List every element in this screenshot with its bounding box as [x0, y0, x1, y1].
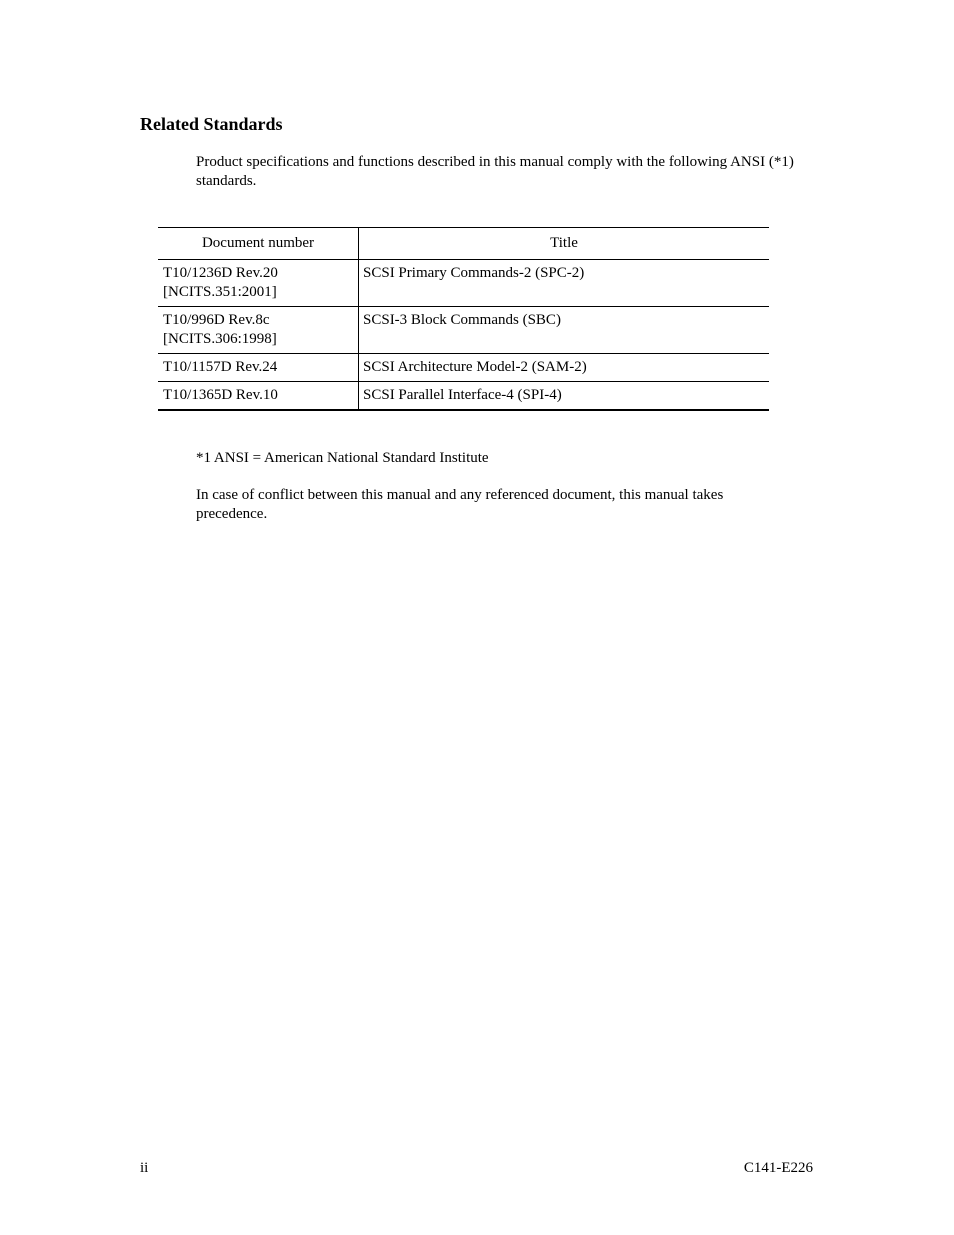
document-number: T10/1365D Rev.10 [163, 387, 278, 403]
ncits-number: [NCITS.351:2001] [163, 284, 277, 300]
page-number: ii [140, 1160, 149, 1176]
document-code: C141-E226 [743, 1160, 813, 1176]
column-header-title: Title [359, 228, 770, 260]
footnote: *1 ANSI = American National Standard Institute [196, 450, 489, 466]
title-cell: SCSI Primary Commands-2 (SPC-2) [359, 260, 770, 307]
table-row [158, 382, 769, 411]
standards-table [158, 227, 769, 411]
ncits-number: [NCITS.306:1998] [163, 331, 277, 347]
document-number: T10/1157D Rev.24 [163, 359, 278, 375]
title-cell: SCSI Parallel Interface-4 (SPI-4) [359, 382, 770, 411]
document-number-cell [158, 382, 359, 411]
table-row [158, 354, 769, 382]
conflict-note: In case of conflict between this manual and any referenced document, this manual takes precedence. [196, 487, 724, 522]
document-number-cell [158, 307, 359, 354]
column-header-document-number: Document number [158, 228, 359, 260]
title-cell: SCSI-3 Block Commands (SBC) [359, 307, 770, 354]
title-cell: SCSI Architecture Model-2 (SAM-2) [359, 354, 770, 382]
intro-paragraph: Product specifications and functions described in this manual comply with the following ANSI (*1) standards. [196, 154, 794, 189]
table-row [158, 307, 769, 354]
table-row [158, 260, 769, 307]
document-number: T10/996D Rev.8c [163, 312, 270, 328]
table-header-row [158, 228, 769, 260]
document-number-cell [158, 260, 359, 307]
section-heading: Related Standards [140, 114, 283, 134]
document-number-cell [158, 354, 359, 382]
document-number: T10/1236D Rev.20 [163, 265, 278, 281]
